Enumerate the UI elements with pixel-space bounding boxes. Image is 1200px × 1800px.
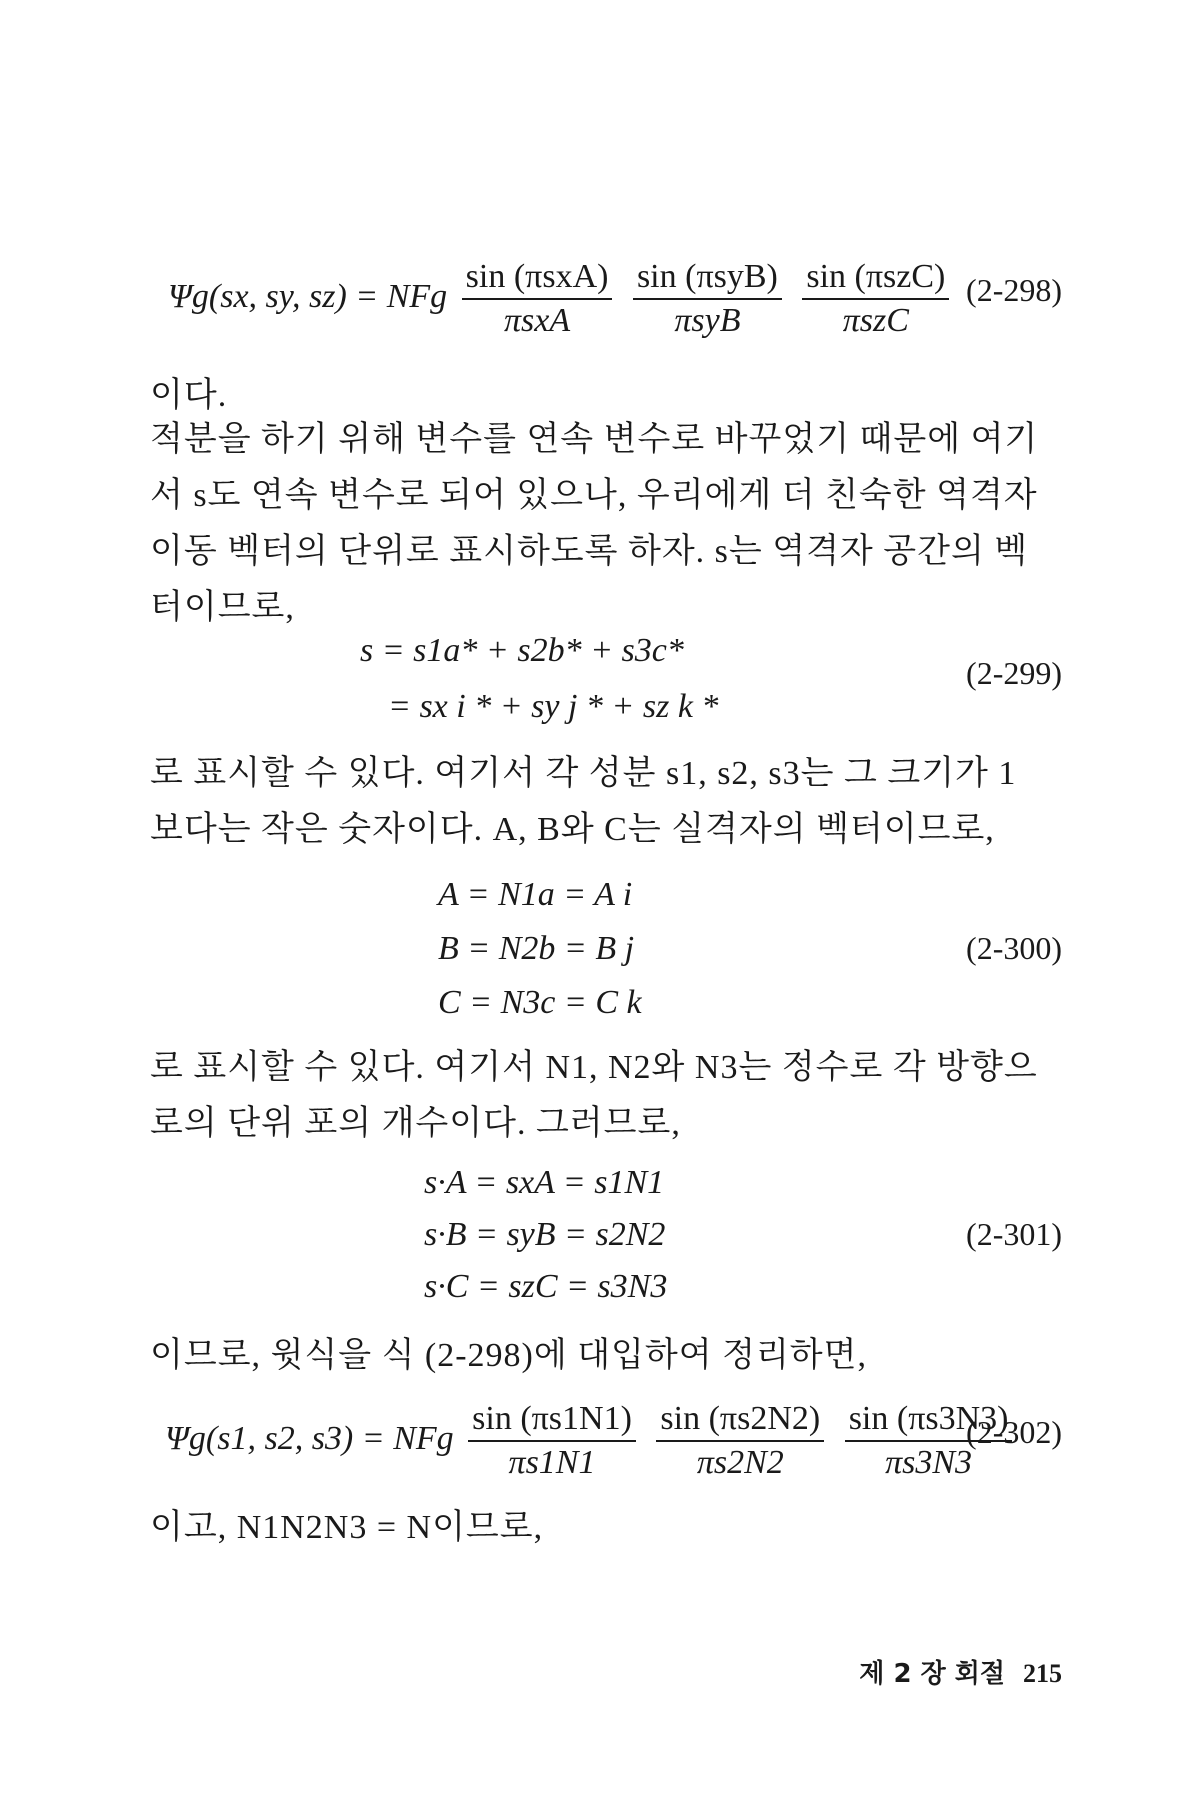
body-text: 이다. <box>150 377 228 414</box>
equation-2-302 <box>165 1400 1018 1482</box>
equation-2-300-line1: A = N1a = A i <box>438 876 633 913</box>
equation-2-299-line1: s = s1a* + s2b* + s3c* <box>360 632 684 669</box>
equation-number: (2-302) <box>966 1414 1062 1450</box>
equation-2-300-line3: C = N3c = C k <box>438 984 642 1021</box>
equation-number: (2-301) <box>966 1216 1062 1252</box>
fraction: $\frac{\sin (\pi s1N1)}{\pi s1N1}$ <box>468 1400 636 1482</box>
page-number: 215 <box>1023 1659 1062 1688</box>
fraction: $\frac{\text{sin (πsyB)}}{\text{πsyB}}$ <box>633 258 782 340</box>
body-text: 이고, N1N2N3 = N이므로, <box>150 1509 544 1546</box>
fraction: $\frac{\text{sin (πsxA)}}{\text{πsxA}}$ <box>462 258 613 340</box>
equation-2-301-line1: s·A = sxA = s1N1 <box>424 1164 665 1201</box>
body-paragraph: 로 표시할 수 있다. 여기서 N1, N2와 N3는 정수로 각 방향으로의 단위 포의 개수이다. 그러므로, <box>150 1049 1038 1142</box>
body-paragraph: 적분을 하기 위해 변수를 연속 변수로 바꾸었기 때문에 여기서 s도 연속 변수로 되어 있으나, 우리에게 더 친숙한 역격자 이동 벡터의 단위로 표시하도록 하자. s는 역격자 공간의 벡터이므로, <box>150 421 1039 626</box>
equation-2-298 <box>168 258 955 340</box>
chapter-title: 제 2 장 회절 <box>859 1659 1005 1689</box>
fraction: $\frac{\sin (\pi s2N2)}{\pi s2N2}$ <box>656 1400 824 1482</box>
body-paragraph: 이므로, 윗식을 식 (2-298)에 대입하여 정리하면, <box>150 1337 867 1374</box>
body-paragraph: 로 표시할 수 있다. 여기서 각 성분 s1, s2, s3는 그 크기가 1보다는 작은 숫자이다. A, B와 C는 실격자의 벡터이므로, <box>150 755 1017 848</box>
equation-number: (2-298) <box>966 272 1062 308</box>
page-footer <box>859 1653 1062 1690</box>
equation-2-301-line3: s·C = szC = s3N3 <box>424 1268 668 1305</box>
equation-2-300-line2: B = N2b = B j <box>438 930 635 967</box>
equation-lhs: Ψg(sx, sy, sz) = NFg <box>168 277 448 315</box>
equation-2-301-line2: s·B = syB = s2N2 <box>424 1216 666 1253</box>
fraction: $\frac{\text{sin (πszC)}}{\text{πszC}}$ <box>802 258 949 340</box>
fraction: $\frac{\sin (\pi s3N3)}{\pi s3N3}$ <box>845 1400 1013 1482</box>
equation-number: (2-300) <box>966 930 1062 966</box>
equation-lhs: Ψg(s1, s2, s3) = NFg <box>165 1419 454 1457</box>
equation-2-299-line2: = sx i * + sy j * + sz k * <box>388 688 719 725</box>
equation-number: (2-299) <box>966 655 1062 691</box>
